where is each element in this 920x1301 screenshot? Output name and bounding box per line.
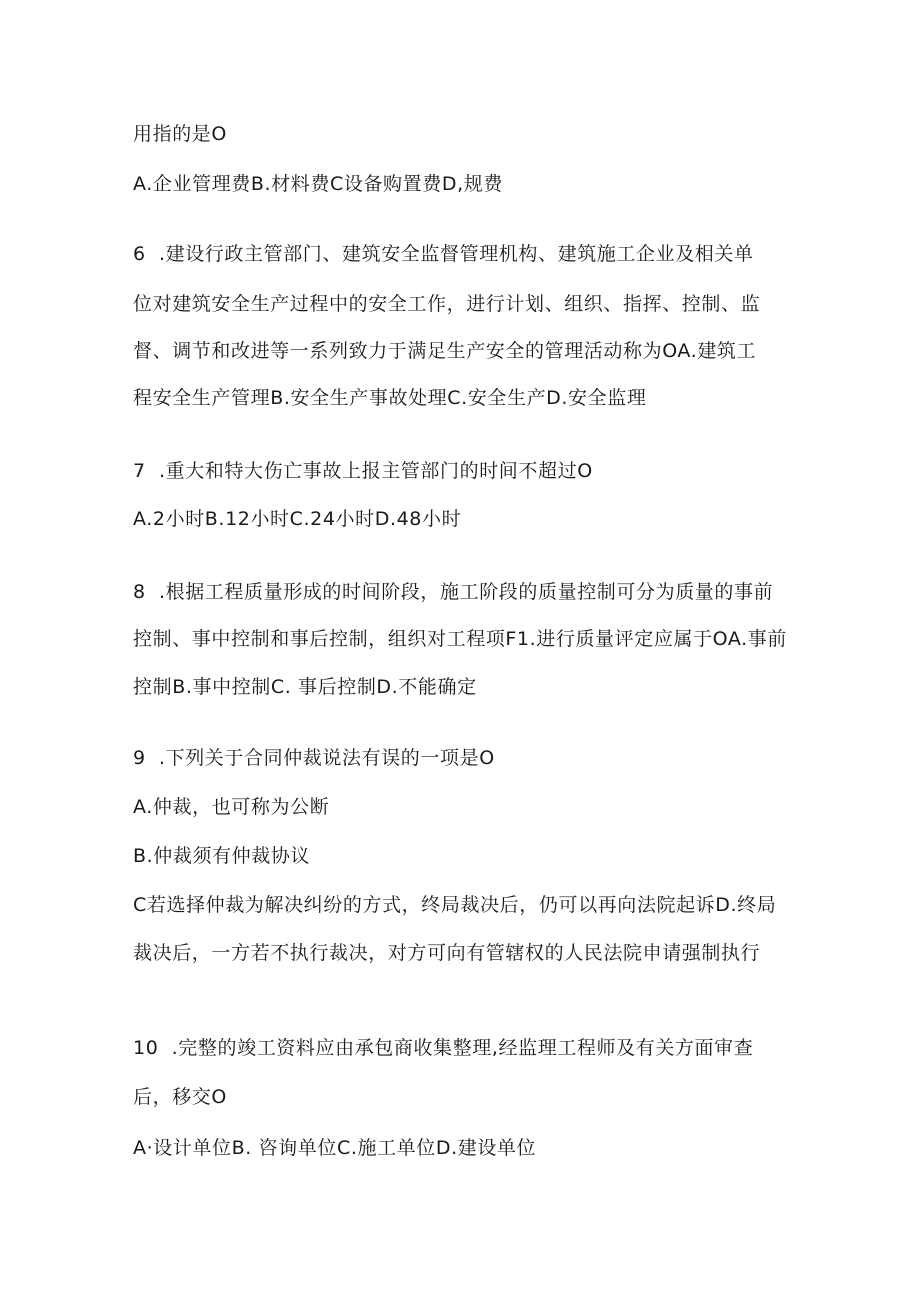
text-line: 控制、事中控制和事后控制，组织对工程项F1.进行质量评定应属于OA.事前 — [133, 628, 787, 650]
question-10-text: 10 .完整的竣工资料应由承包商收集整理,经监理工程师及有关方面审查 — [133, 1037, 754, 1059]
question-8-text: 8 .根据工程质量形成的时间阶段，施工阶段的质量控制可分为质量的事前 — [133, 581, 774, 603]
text-line: C若选择仲裁为解决纠纷的方式，终局裁决后，仍可以再向法院起诉D.终局 — [133, 894, 777, 916]
text-line: 程安全生产管理B.安全生产事故处理C.安全生产D.安全监理 — [133, 387, 647, 409]
text-line: A.2小时B.12小时C.24小时D.48小时 — [133, 508, 462, 530]
text-line: B.仲裁须有仲裁协议 — [133, 845, 311, 867]
text-line: A.企业管理费B.材料费C设备购置费D,规费 — [133, 173, 503, 195]
question-6-text: 6 .建设行政主管部门、建筑安全监督管理机构、建筑施工企业及相关单 — [133, 243, 754, 265]
text-line: 裁决后，一方若不执行裁决，对方可向有管辖权的人民法院申请强制执行 — [133, 942, 761, 964]
text-line: 位对建筑安全生产过程中的安全工作，进行计划、组织、指挥、控制、监 — [133, 293, 761, 315]
text-line: 用指的是O — [133, 123, 227, 145]
text-line: 控制B.事中控制C. 事后控制D.不能确定 — [133, 676, 477, 698]
text-line: A.仲裁，也可称为公断 — [133, 796, 330, 818]
text-line: A·设计单位B. 咨询单位C.施工单位D.建设单位 — [133, 1137, 537, 1159]
question-7-text: 7 .重大和特大伤亡事故上报主管部门的时间不超过O — [133, 460, 593, 482]
text-line: 后，移交O — [133, 1086, 227, 1108]
question-9-text: 9 .下列关于合同仲裁说法有误的一项是O — [133, 747, 495, 769]
text-line: 督、调节和改进等一系列致力于满足生产安全的管理活动称为OA.建筑工 — [133, 340, 757, 362]
